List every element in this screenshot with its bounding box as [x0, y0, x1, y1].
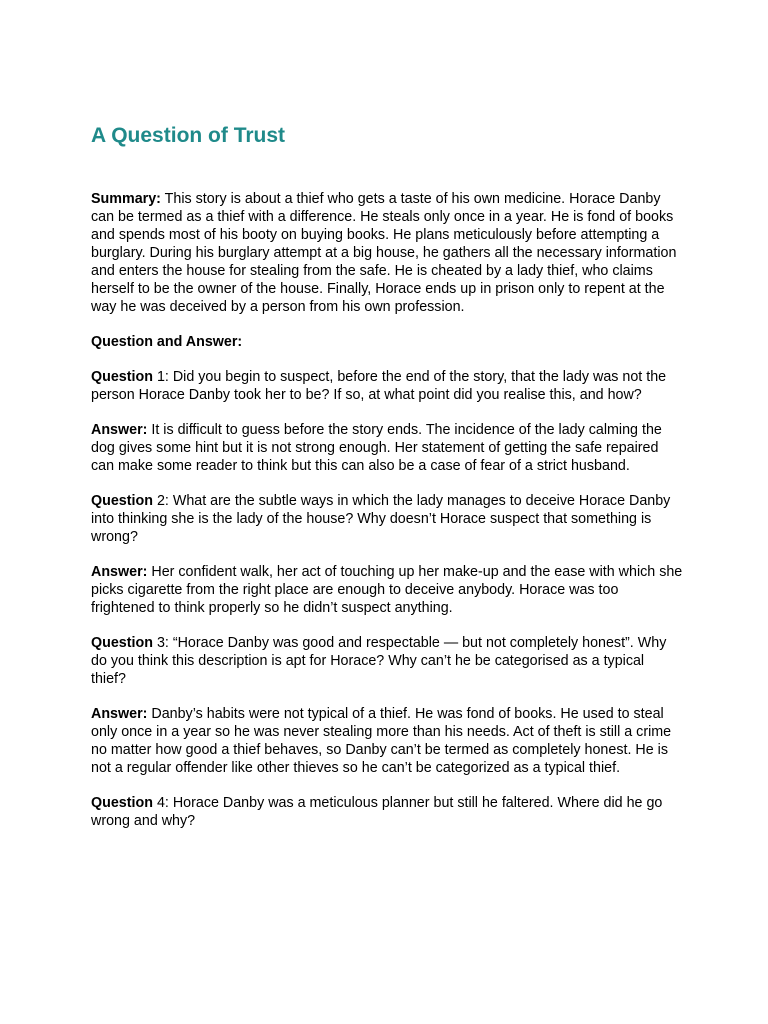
question-label: Question — [91, 795, 153, 811]
document-body — [91, 190, 683, 847]
answer-paragraph — [91, 705, 683, 777]
question-text: 2: What are the subtle ways in which the lady manages to deceive Horace Danby into thinking she is the lady of the house? Why doesn’t Horace suspect that something is wrong? — [91, 493, 671, 545]
question-text: 1: Did you begin to suspect, before the end of the story, that the lady was not the person Horace Danby took her to be? If so, at what point did you realise this, and how? — [91, 369, 667, 403]
summary-label: Summary: — [91, 191, 161, 207]
answer-paragraph — [91, 421, 683, 475]
question-text: 3: “Horace Danby was good and respectable — but not completely honest”. Why do you think this description is apt for Horace? Why can’t he be categorised as a typical thief? — [91, 635, 667, 687]
answer-label: Answer: — [91, 422, 148, 438]
answer-label: Answer: — [91, 706, 148, 722]
question-paragraph — [91, 368, 683, 404]
answer-label: Answer: — [91, 564, 148, 580]
question-paragraph — [91, 492, 683, 546]
question-label: Question — [91, 493, 153, 509]
summary-text: This story is about a thief who gets a taste of his own medicine. Horace Danby can be termed as a thief with a difference. He steals only once in a year. He is fond of books and spends most of his booty on buying books. He plans meticulously before attempting a burglary. During his burglary attempt at a big house, he gathers all the necessary information and enters the house for stealing from the safe. He is cheated by a lady thief, who claims herself to be the owner of the house. Finally, Horace ends up in prison only to repent at the way he was deceived by a person from his own profession. — [91, 191, 677, 315]
question-paragraph — [91, 794, 683, 830]
document-title: A Question of Trust — [91, 124, 286, 147]
question-paragraph — [91, 634, 683, 688]
answer-text: Her confident walk, her act of touching up her make-up and the ease with which she picks cigarette from the right place are enough to deceive anybody. Horace was too frightened to think properly so he didn’t suspect anything. — [91, 564, 683, 616]
qa-heading: Question and Answer: — [91, 334, 243, 350]
answer-text: It is difficult to guess before the story ends. The incidence of the lady calming the dog gives some hint but it is not strong enough. Her statement of getting the safe repaired can make some reader to think but this can also be a case of fear of a strict husband. — [91, 422, 662, 474]
answer-text: Danby’s habits were not typical of a thief. He was fond of books. He used to steal only once in a year so he was never stealing more than his needs. Act of theft is still a crime no matter how good a thief behaves, so Danby can’t be termed as completely honest. He is not a regular offender like other thieves so he can’t be categorized as a typical thief. — [91, 706, 672, 776]
answer-paragraph — [91, 563, 683, 617]
question-text: 4: Horace Danby was a meticulous planner but still he faltered. Where did he go wrong and why? — [91, 795, 663, 829]
question-label: Question — [91, 369, 153, 385]
question-label: Question — [91, 635, 153, 651]
summary-paragraph — [91, 190, 683, 316]
